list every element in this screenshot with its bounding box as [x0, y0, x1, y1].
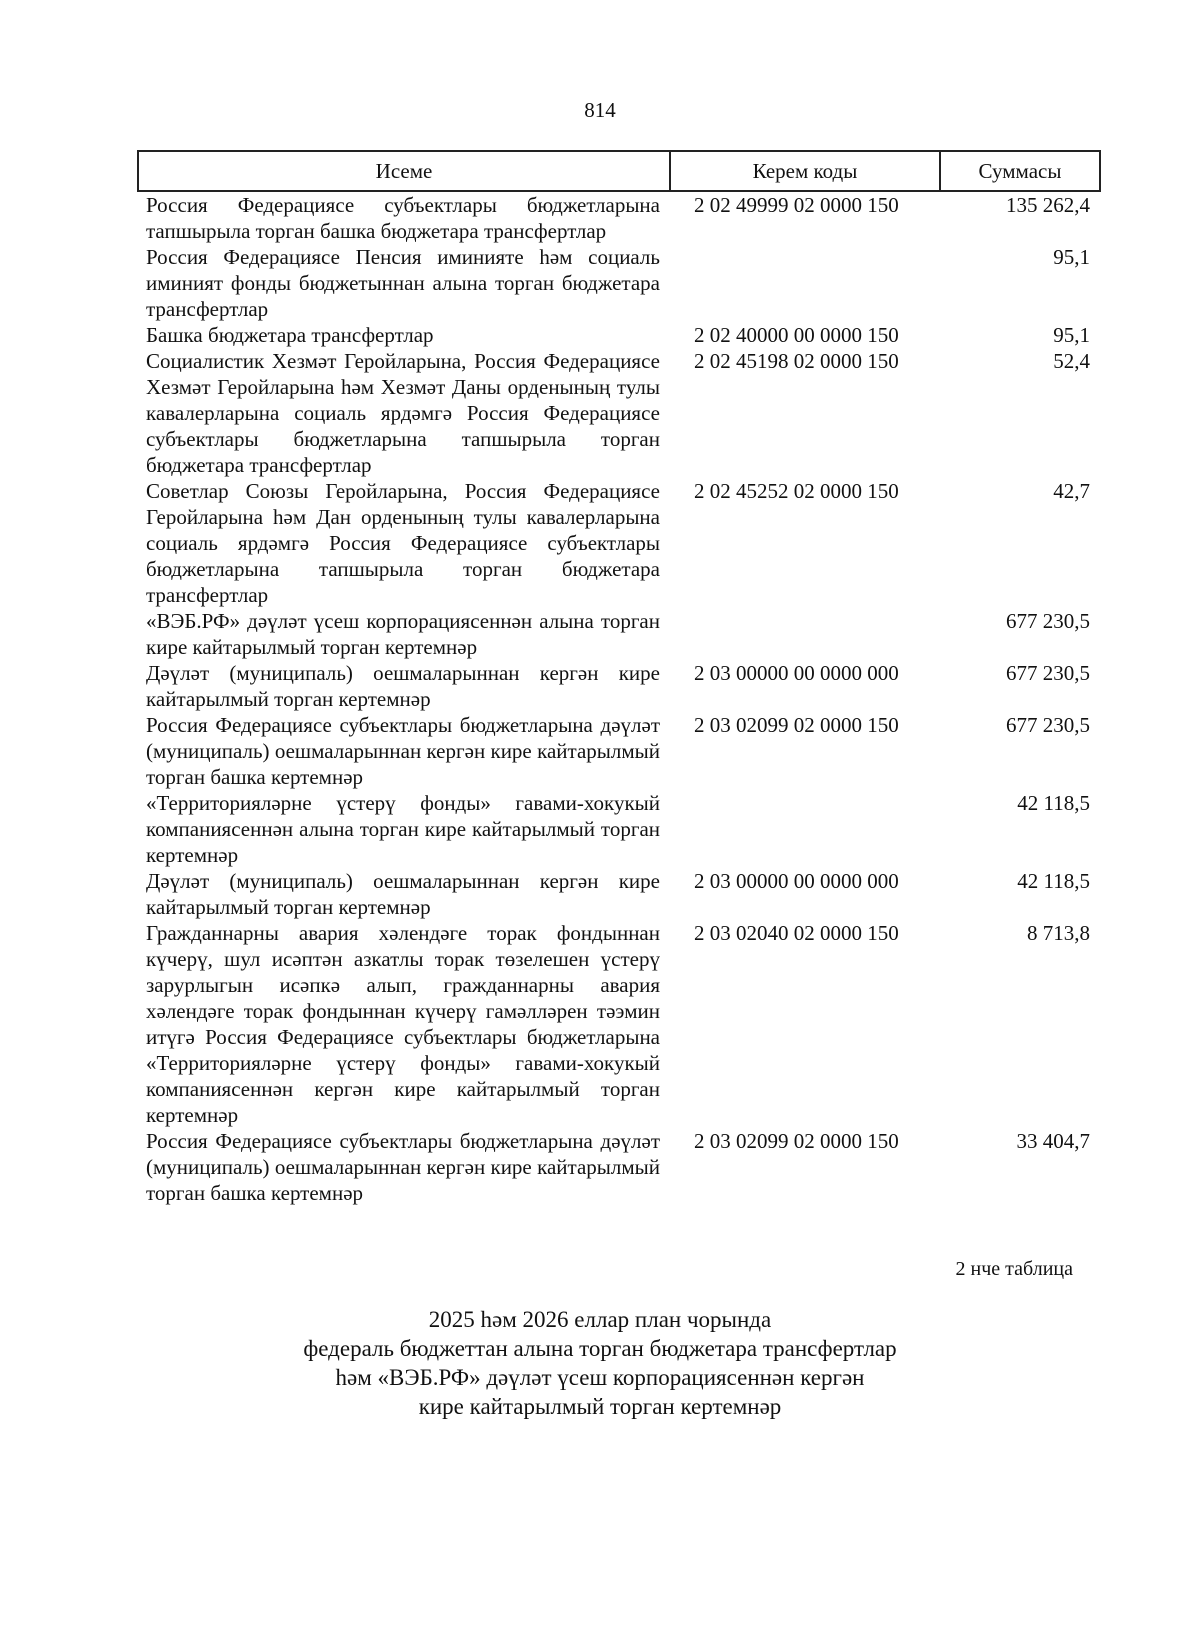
- row-name-cell: Советлар Союзы Геройларына, Россия Федерациясе Геройларына һәм Дан орденының тулы кавалерларына социаль ярдәмгә Россия Федерациясе субъектлары бюджетларына тапшырыла торган бюджетара трансфертлар: [146, 479, 660, 607]
- budget-table: [137, 150, 1101, 1206]
- table-row: [138, 478, 1100, 608]
- table-row: [138, 244, 1100, 322]
- row-code-cell: 2 02 45198 02 0000 150: [694, 349, 899, 373]
- row-name-cell: Дәүләт (муниципаль) оешмаларыннан кергән кире кайтарылмый торган кертемнәр: [146, 661, 660, 711]
- header-code: Керем коды: [670, 151, 940, 191]
- table-row: [138, 790, 1100, 868]
- table-row: [138, 868, 1100, 920]
- table-row: [138, 920, 1100, 1128]
- row-code-cell: 2 02 40000 00 0000 150: [694, 323, 899, 347]
- row-code-cell: 2 03 00000 00 0000 000: [694, 661, 899, 685]
- page-number: 814: [584, 98, 616, 122]
- row-sum-cell: 677 230,5: [1006, 713, 1090, 737]
- row-sum-cell: 42 118,5: [1017, 791, 1090, 815]
- row-name-cell: Россия Федерациясе Пенсия иминияте һәм социаль иминият фонды бюджетыннан алына торган бюджетара трансфертлар: [146, 245, 660, 321]
- row-sum-cell: 95,1: [1053, 323, 1090, 347]
- table-row: [138, 660, 1100, 712]
- row-code-cell: 2 02 49999 02 0000 150: [694, 193, 899, 217]
- row-name-cell: Дәүләт (муниципаль) оешмаларыннан кергән кире кайтарылмый торган кертемнәр: [146, 869, 660, 919]
- row-code-cell: [670, 790, 940, 868]
- table-row: [138, 191, 1100, 244]
- row-name-cell: Гражданнарны авария хәлендәге торак фондыннан күчерү, шул исәптән азкатлы торак төзелешен үстерү зарурлыгын исәпкә алып, гражданнарны авария хәлендәге торак фондыннан күчерү гамәлләрен тәэмин итүгә Россия Федерациясе субъектлары бюджетларына «Территорияләрне үстерү фонды» гавами-хокукый компаниясеннән кергән кире кайтарылмый торган кертемнәр: [146, 921, 660, 1127]
- header-sum: Суммасы: [940, 151, 1100, 191]
- section-heading: [0, 1305, 1200, 1421]
- row-name-cell: Россия Федерациясе субъектлары бюджетларына тапшырыла торган башка бюджетара трансфертлар: [146, 193, 660, 243]
- table-row: [138, 608, 1100, 660]
- table-body: [138, 191, 1100, 1206]
- heading-line: кире кайтарылмый торган кертемнәр: [418, 1394, 782, 1419]
- row-sum-cell: 95,1: [1053, 245, 1090, 269]
- row-code-cell: 2 03 02099 02 0000 150: [694, 713, 899, 737]
- table-header-row: [138, 151, 1100, 191]
- row-name-cell: «ВЭБ.РФ» дәүләт үсеш корпорациясеннән алына торган кире кайтарылмый торган кертемнәр: [146, 609, 660, 659]
- heading-line: 2025 һәм 2026 еллар план чорында: [428, 1307, 772, 1332]
- row-sum-cell: 677 230,5: [1006, 661, 1090, 685]
- row-code-cell: 2 02 45252 02 0000 150: [694, 479, 899, 503]
- row-sum-cell: 8 713,8: [1027, 921, 1090, 945]
- row-name-cell: Социалистик Хезмәт Геройларына, Россия Федерациясе Хезмәт Геройларына һәм Хезмәт Даны орденының тулы кавалерларына социаль ярдәмгә Россия Федерациясе субъектлары бюджетларына тапшырыла торган бюджетара трансфертлар: [146, 349, 660, 477]
- heading-line: федераль бюджеттан алына торган бюджетара трансфертлар: [303, 1336, 897, 1361]
- table-row: [138, 348, 1100, 478]
- row-sum-cell: 52,4: [1053, 349, 1090, 373]
- row-name-cell: Россия Федерациясе субъектлары бюджетларына дәүләт (муниципаль) оешмаларыннан кергән кире кайтарылмый торган башка кертемнәр: [146, 713, 660, 789]
- table-row: [138, 1128, 1100, 1206]
- row-code-cell: [670, 244, 940, 322]
- header-name: Исеме: [138, 151, 670, 191]
- row-name-cell: Россия Федерациясе субъектлары бюджетларына дәүләт (муниципаль) оешмаларыннан кергән кире кайтарылмый торган башка кертемнәр: [146, 1129, 660, 1205]
- row-sum-cell: 42,7: [1053, 479, 1090, 503]
- row-name-cell: «Территорияләрне үстерү фонды» гавами-хокукый компаниясеннән алына торган кире кайтарылмый торган кертемнәр: [146, 791, 660, 867]
- table-row: [138, 322, 1100, 348]
- row-code-cell: [670, 608, 940, 660]
- row-sum-cell: 33 404,7: [1016, 1129, 1090, 1153]
- row-sum-cell: 42 118,5: [1017, 869, 1090, 893]
- row-sum-cell: 135 262,4: [1006, 193, 1090, 217]
- row-code-cell: 2 03 02099 02 0000 150: [694, 1129, 899, 1153]
- row-name-cell: Башка бюджетара трансфертлар: [146, 323, 434, 347]
- row-code-cell: 2 03 00000 00 0000 000: [694, 869, 899, 893]
- row-code-cell: 2 03 02040 02 0000 150: [694, 921, 899, 945]
- table-row: [138, 712, 1100, 790]
- table-label: 2 нче таблица: [955, 1258, 1073, 1280]
- heading-line: һәм «ВЭБ.РФ» дәүләт үсеш корпорациясеннән кергән: [335, 1365, 865, 1390]
- row-sum-cell: 677 230,5: [1006, 609, 1090, 633]
